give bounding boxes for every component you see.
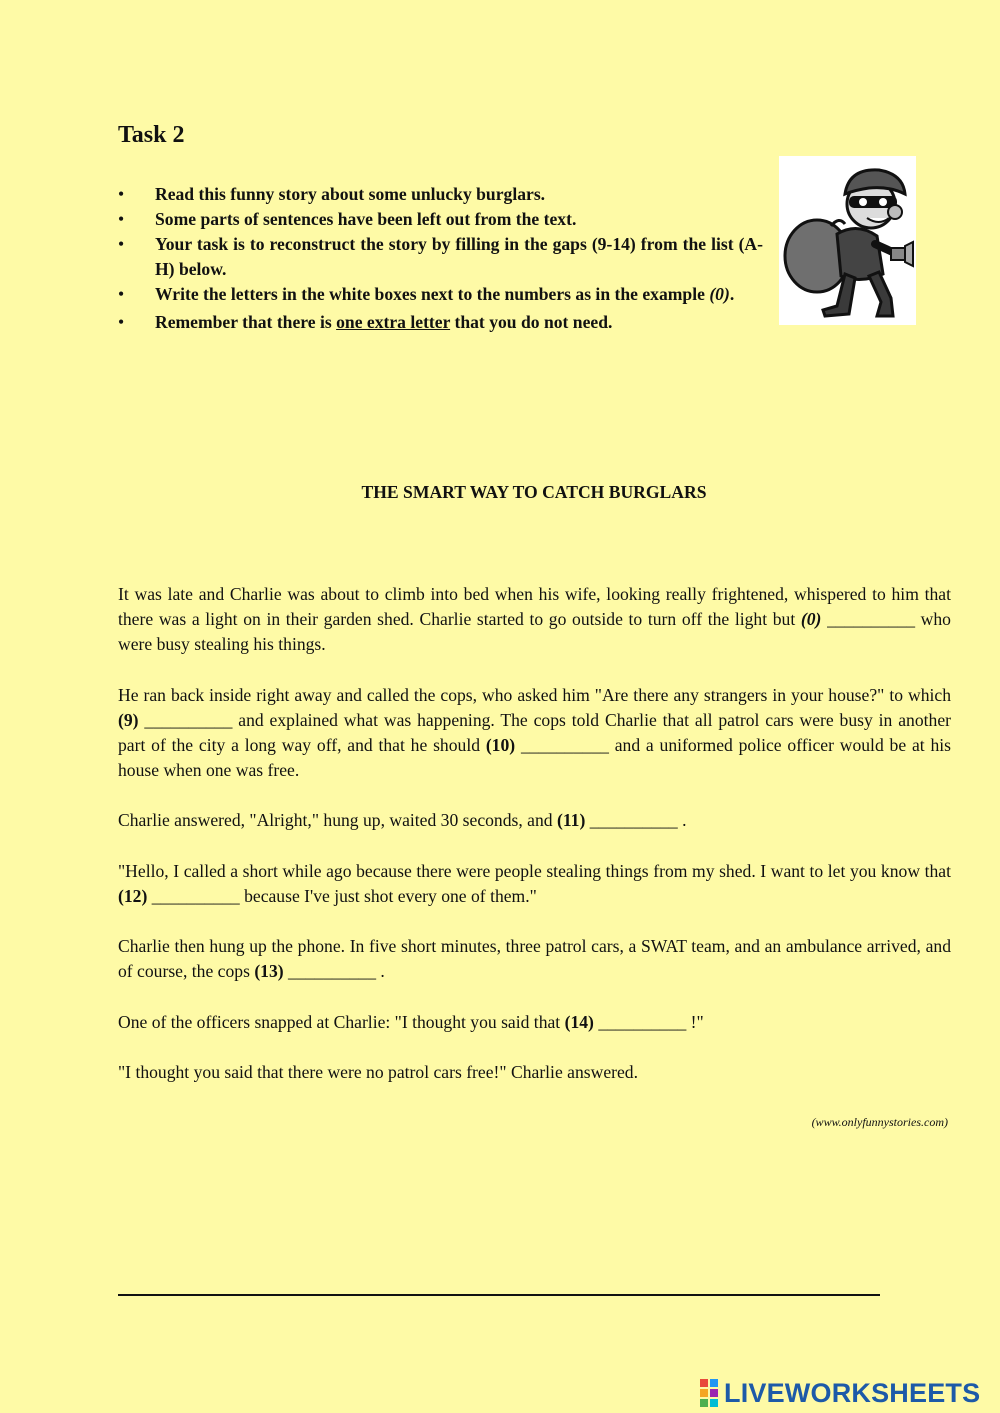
gap-blank-9[interactable]: __________ [144, 709, 233, 730]
example-marker: (0) [709, 283, 730, 304]
bullet-icon: • [118, 234, 125, 254]
story-paragraph: "I thought you said that there were no patrol cars free!" Charlie answered. [118, 1062, 638, 1082]
story-segment: "Hello, I called a short while ago because there were people stealing things from my shed. I want to let you know that [118, 860, 951, 881]
liveworksheets-wordmark: LIVEWORKSHEETS [724, 1377, 981, 1408]
story-segment: !" [686, 1011, 704, 1032]
bullet-icon: • [118, 209, 125, 229]
bullet-icon: • [118, 283, 125, 304]
gap-number-11: (11) [556, 810, 586, 830]
liveworksheets-logo [700, 1378, 980, 1408]
story-segment: Charlie then hung up the phone. In five short minutes, three patrol cars, a SWAT team, and an ambulance arrived, and of course, the cops [118, 936, 951, 981]
story-paragraph [118, 808, 951, 833]
story-segment: who were busy stealing his things. [118, 609, 951, 654]
instruction-text-end: that you do not need. [450, 312, 613, 332]
instruction-item [118, 310, 763, 335]
gap-number-0: (0) [800, 609, 822, 629]
instruction-text: Some parts of sentences have been left out from the text. [155, 209, 577, 229]
story-paragraph [118, 934, 951, 984]
gap-number-13: (13) [254, 961, 284, 981]
instruction-item [118, 207, 763, 232]
instruction-item [118, 282, 763, 307]
gap-number-9: (9) [118, 709, 139, 730]
liveworksheets-logo-icon [700, 1379, 722, 1407]
story-segment: . [677, 810, 687, 830]
gap-number-14: (14) [564, 1011, 594, 1032]
story-paragraph [118, 1010, 951, 1035]
gap-number-12: (12) [118, 885, 148, 906]
story-paragraph [118, 859, 951, 909]
source-citation: (www.onlyfunnystories.com) [811, 1115, 948, 1129]
gap-blank-11[interactable]: __________ [589, 810, 678, 830]
task-title: Task 2 [118, 122, 185, 148]
divider-line [118, 1294, 880, 1296]
gap-blank-12[interactable]: __________ [151, 885, 240, 906]
instruction-list [118, 182, 763, 335]
gap-blank-13[interactable]: __________ [288, 961, 376, 981]
story-segment: . [376, 961, 385, 981]
burglar-illustration-icon [779, 156, 916, 325]
story-title: THE SMART WAY TO CATCH BURGLARS [361, 482, 707, 502]
gap-blank-0: __________ [827, 609, 916, 629]
story-segment: because I've just shot every one of them." [239, 885, 537, 906]
story-segment: Charlie answered, "Alright," hung up, waited 30 seconds, and [118, 810, 557, 830]
instruction-text: Read this funny story about some unlucky burglars. [155, 184, 546, 204]
story-segment: One of the officers snapped at Charlie: "I thought you said that [118, 1011, 565, 1032]
story-segment: It was late and Charlie was about to climb into bed when his wife, looking really frightened, whispered to him that there was a light on in their garden shed. Charlie started to go outside to turn off the light but [118, 584, 951, 629]
instruction-text: Remember that there is [155, 312, 337, 332]
story-segment: and a uniformed police officer would be at his house when one was free. [118, 734, 951, 780]
story-segment: He ran back inside right away and called the cops, who asked him "Are there any strangers in your house?" to which [118, 684, 951, 705]
bullet-icon: • [118, 184, 125, 204]
instruction-text: Write the letters in the white boxes next to the numbers as in the example [155, 283, 710, 304]
story-text [118, 582, 951, 1085]
bullet-icon: • [118, 312, 125, 332]
instruction-item [118, 182, 763, 207]
gap-number-10: (10) [485, 734, 516, 755]
gap-blank-10[interactable]: __________ [520, 734, 609, 755]
instruction-item [118, 232, 763, 281]
story-segment: and explained what was happening. The cops told Charlie that all patrol cars were busy in another part of the city a long way off, and that he should [118, 709, 951, 755]
instruction-text: Your task is to reconstruct the story by filling in the gaps (9-14) from the list (A-H) below. [155, 234, 763, 279]
story-paragraph [118, 683, 951, 783]
instruction-text-end: . [729, 283, 735, 304]
underlined-phrase: one extra letter [336, 312, 451, 332]
gap-blank-14[interactable]: __________ [598, 1011, 687, 1032]
story-paragraph [118, 582, 951, 657]
